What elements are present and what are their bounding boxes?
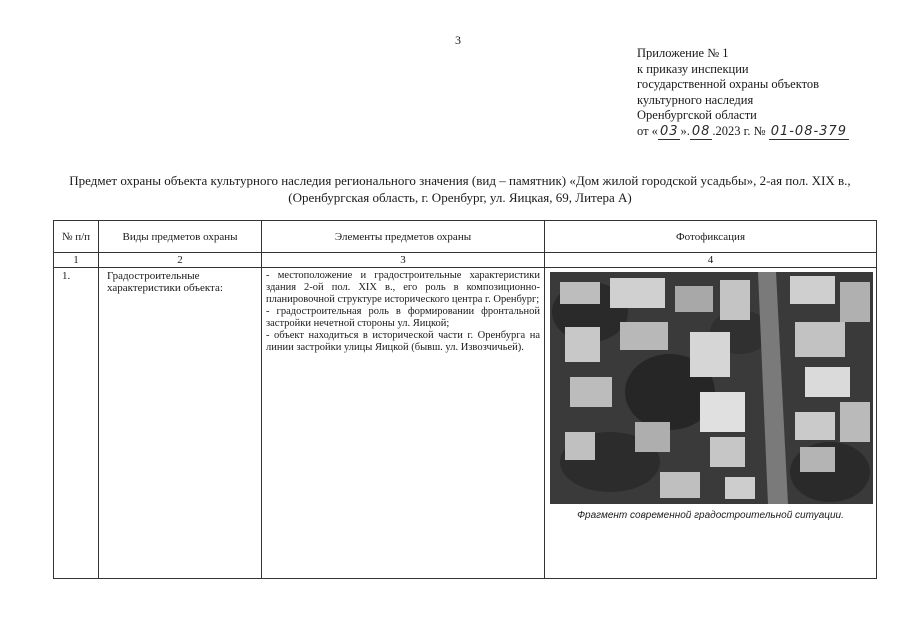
- annex-line: государственной охраны объектов: [637, 77, 820, 91]
- annex-header: [637, 46, 849, 139]
- table-header-row: [54, 221, 877, 253]
- page-number: 3: [455, 33, 461, 47]
- row-kind: Градостроительные характеристики объекта:: [99, 268, 262, 579]
- annex-date-line: [637, 124, 849, 140]
- date-separator: ».: [680, 123, 690, 138]
- row-number: 1.: [54, 268, 99, 579]
- row-photo: [545, 268, 877, 579]
- column-number-row: [54, 253, 877, 268]
- col-number: 3: [262, 253, 545, 268]
- date-prefix: от «: [637, 123, 658, 138]
- col-number: 4: [545, 253, 877, 268]
- document-title: Предмет охраны объекта культурного наследия регионального значения (вид – памятник) «Дом жилой городской усадьбы», 2-ая пол. XIX в., (Оренбургская область, г. Оренбург, ул. Яицкая, 69, Литера А): [69, 173, 851, 205]
- protection-subject-table: [53, 220, 877, 579]
- header-kind: Виды предметов охраны: [99, 221, 262, 253]
- col-number: 2: [99, 253, 262, 268]
- photo-caption: Фрагмент современной градостроительной ситуации.: [577, 510, 844, 521]
- date-day-handwritten: 03: [659, 123, 679, 139]
- aerial-photo: [550, 272, 873, 504]
- col-number: 1: [54, 253, 99, 268]
- element-item: - объект находиться в исторической части г. Оренбурга на линии застройки улицы Яицкой (бывш. ул. Извозчичьей).: [266, 330, 540, 353]
- aerial-photo-image: [550, 272, 873, 504]
- annex-line: Приложение № 1: [637, 46, 729, 60]
- element-item: - местоположение и градостроительные характеристики здания 2-ой пол. XIX в., его роль в композиционно-планировочной структуре исторического центра г. Оренбург;: [266, 270, 540, 305]
- row-elements: [262, 268, 545, 579]
- order-number-handwritten: 01-08-379: [770, 123, 847, 139]
- table-row: [54, 268, 877, 579]
- header-photo: Фотофиксация: [545, 221, 877, 253]
- header-elements: Элементы предметов охраны: [262, 221, 545, 253]
- element-item: - градостроительная роль в формировании фронтальной застройки нечетной стороны ул. Яицкой;: [266, 306, 540, 329]
- annex-line: к приказу инспекции: [637, 61, 749, 76]
- date-year: .2023 г. №: [712, 123, 766, 138]
- header-num: № п/п: [54, 221, 99, 253]
- annex-line: культурного наследия: [637, 92, 754, 107]
- annex-line: Оренбургской области: [637, 108, 757, 122]
- date-month-handwritten: 08: [691, 123, 711, 139]
